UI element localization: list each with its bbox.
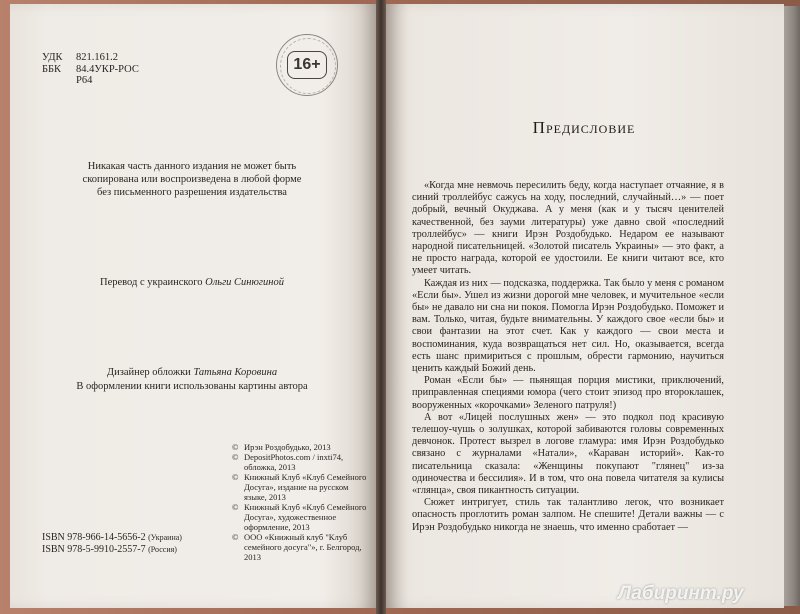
foreword-paragraph: «Когда мне невмочь пересилить беду, когда наступает отчаяние, я в синий троллейбус сажусь на ходу, последний, случайный…» — поет добрый, вечный Окуджава. А у меня (как и у тысяч ценителей качественной, без зауми литературы) уже давно свой «последний троллейбус» — книги Ирэн Роздобудько. Недаром ее называют народной писательницей. «Золотой писатель Украины» — это факт, а не просто награда, которой ее удостоили. Ее книги читают все, кто умеет читать. [412, 180, 724, 277]
author-mark-value: Р64 [76, 75, 93, 86]
rights-notice-line: скопирована или воспроизведена в любой форме [82, 174, 302, 185]
copyright-symbol: © [232, 532, 239, 542]
author-mark-row [42, 75, 139, 87]
copyright-symbol: © [232, 452, 239, 462]
copyright-text: ООО «Книжный клуб "Клуб семейного досуга"», г. Белгород, 2013 [244, 532, 362, 562]
author-mark-label [42, 75, 76, 87]
foreword-body [412, 180, 724, 534]
bbk-label: ББК [42, 63, 62, 75]
copyright-symbol: © [232, 502, 239, 512]
seal-ring [280, 38, 336, 94]
isbn-line [42, 532, 182, 544]
isbn-block [42, 532, 182, 556]
foreword-paragraph: Роман «Если бы» — пьянящая порция мистики, приключений, приправленная специями юмора (чего стоит эпизод про второклашек, вооруженных «корочками» Зеленого патруля!) [412, 375, 724, 411]
isbn-country: (Украина) [148, 533, 182, 542]
isbn-number: ISBN 978-966-14-5656-2 [42, 532, 146, 543]
chapter-heading: Предисловие [532, 118, 636, 137]
designer-name: Татьяна Коровина [193, 367, 278, 378]
foreword-paragraph: Каждая из них — подсказка, поддержка. Так было у меня с романом «Если бы». Ушел из жизни дорогой мне человек, и мучительное «если бы» не давало ни сна ни покоя. Помогла Ирэн Роздобудько. Поможет и вам. Только, читая, будьте внимательны. У каждого свое «если бы» и свои фантазии на этот счет. Как у каждого — свои места и воспоминания, куда возвращаться нет сил. Но, оказывается, всегда есть шанс примириться с прошлым, обрести гармонию, научиться ценить каждый Божий день. [412, 277, 724, 375]
copyright-text: Книжный Клуб «Клуб Семейного Досуга», художественное оформление, 2013 [244, 502, 367, 532]
age-rating-seal [276, 34, 338, 96]
age-rating-badge: 16+ [287, 51, 327, 79]
copyright-line [232, 452, 372, 472]
copyright-credits [232, 442, 372, 562]
copyright-symbol: © [232, 442, 239, 452]
page-stack-edge [784, 6, 800, 606]
rights-notice-line: Никакая часть данного издания не может быть [87, 161, 297, 172]
copyright-text: Книжный Клуб «Клуб Семейного Досуга», издание на русском языке, 2013 [244, 472, 367, 502]
translator-name: Ольги Синюгиной [205, 277, 284, 288]
bbk-row [42, 64, 139, 76]
copyright-line [232, 502, 372, 532]
bbk-value: 84.4УКР-РОС [76, 63, 139, 75]
rights-notice [42, 160, 342, 199]
copyright-line [232, 442, 372, 452]
isbn-country: (Россия) [148, 545, 177, 554]
isbn-number: ISBN 978-5-9910-2557-7 [42, 544, 146, 555]
copyright-line [232, 472, 372, 502]
isbn-line [42, 544, 182, 556]
translation-prefix: Перевод с украинского [100, 277, 203, 288]
translation-credit [42, 277, 342, 289]
udk-label: УДК [42, 52, 63, 63]
copyright-text: DepositPhotos.com / inxti74, обложка, 2013 [244, 452, 344, 472]
udk-row [42, 52, 139, 64]
illustration-note: В оформлении книги использованы картины автора [76, 381, 308, 392]
rights-notice-line: без письменного разрешения издательства [97, 187, 287, 198]
bibliographic-codes [42, 52, 139, 87]
udk-value: 821.161.2 [76, 52, 118, 63]
copyright-text: Ирэн Роздобудько, 2013 [244, 442, 331, 452]
foreword-paragraph: Сюжет интригует, стиль так талантливо легок, что возникает опасность проглотить роман залпом. Не спешите! Детали важны — с Ирэн Роздобудько никогда не знаешь, что именно сработает — [412, 497, 724, 533]
copyright-symbol: © [232, 472, 239, 482]
copyright-line [232, 532, 372, 562]
book-gutter [376, 0, 386, 614]
store-watermark: Лабиринт.ру [618, 583, 744, 604]
designer-credit [42, 367, 342, 379]
designer-prefix: Дизайнер обложки [106, 367, 191, 378]
foreword-paragraph: А вот «Лицей послушных жен» — это подкол под красивую телешоу-чушь о золушках, которой забиваются головы современных девчонок. Протест вызрел в логове гламура: имя Ирэн Роздобудько связано с журналами «Натали», «Караван историй». Как-то писательница сказала: «Женщины покупают "глянец" из-за одиночества и бессилия». И в том, что она повела читателя за кулисы «глянца», своя пикантность ситуации. [412, 411, 724, 497]
